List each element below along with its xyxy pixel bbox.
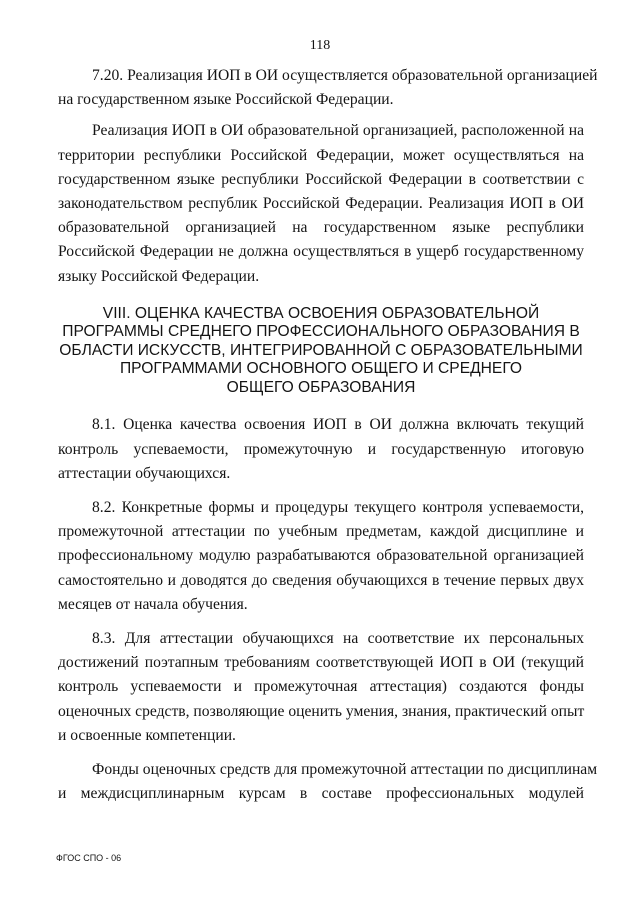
text-line: языку Российской Федерации.: [58, 267, 260, 285]
text-line: законодательством республик Российской Федерации. Реализация ИОП в ОИ: [58, 195, 584, 213]
text-line: Фонды оценочных средств для промежуточной аттестации по дисциплинам: [92, 760, 598, 778]
paragraph-language-republic: [58, 119, 584, 288]
text-line: территории республики Российской Федерации, может осуществляться на: [58, 146, 584, 164]
text-line: контроль успеваемости, промежуточную и государственную итоговую: [58, 440, 584, 458]
text-line: достижений поэтапным требованиям соответствующей ИОП в ОИ (текущий: [58, 654, 584, 672]
text-line: 7.20. Реализация ИОП в ОИ осуществляется образовательной организацией: [92, 67, 598, 84]
page-number: 118: [309, 38, 331, 53]
text-line: на государственном языке Российской Федерации.: [58, 91, 394, 109]
paragraph-assessment-funds: [58, 758, 598, 806]
text-line: контроль успеваемости и промежуточная аттестация) создаются фонды: [58, 678, 584, 696]
text-line: Реализация ИОП в ОИ образовательной организацией, расположенной на: [92, 122, 584, 140]
text-line: и междисциплинарным курсам в составе профессиональных модулей: [58, 785, 584, 803]
heading-line: ПРОГРАММАМИ ОСНОВНОГО ОБЩЕГО И СРЕДНЕГО: [119, 360, 523, 378]
text-line: месяцев от начала обучения.: [58, 595, 248, 613]
text-line: оценочных средств, позволяющие оценить умения, знания, практический опыт: [58, 702, 585, 720]
text-line: 8.2. Конкретные формы и процедуры текущего контроля успеваемости,: [92, 498, 584, 516]
text-line: 8.1. Оценка качества освоения ИОП в ОИ должна включать текущий: [92, 416, 584, 434]
paragraph-8-1: [58, 413, 584, 486]
text-line: 8.3. Для аттестации обучающихся на соответствие их персональных: [92, 629, 584, 647]
heading-line: ПРОГРАММЫ СРЕДНЕГО ПРОФЕССИОНАЛЬНОГО ОБРАЗОВАНИЯ В: [62, 323, 580, 341]
paragraph-8-3: [58, 627, 584, 748]
paragraph-8-2: [58, 496, 584, 617]
text-line: промежуточной аттестации по учебным предметам, каждой дисциплине и: [58, 523, 584, 541]
text-line: и освоенные компетенции.: [58, 726, 236, 744]
text-line: самостоятельно и доводятся до сведения обучающихся в течение первых двух: [58, 571, 584, 589]
text-line: Российской Федерации не должна осуществляться в ущерб государственному: [58, 243, 584, 261]
text-line: аттестации обучающихся.: [58, 464, 231, 482]
text-line: государственном языке республики Российской Федерации в соответствии с: [58, 170, 584, 188]
paragraph-7-20: [58, 64, 598, 112]
footer-code: ФГОС СПО - 06: [56, 853, 122, 863]
heading-line: ОБЛАСТИ ИСКУССТВ, ИНТЕГРИРОВАННОЙ С ОБРАЗОВАТЕЛЬНЫМИ: [59, 341, 583, 359]
section-heading: [58, 305, 584, 398]
text-line: профессиональному модулю разрабатываются образовательной организацией: [58, 547, 584, 565]
page-content: [58, 64, 598, 806]
text-line: образовательной организацией на государственном языке республики: [58, 219, 584, 237]
heading-line: VIII. ОЦЕНКА КАЧЕСТВА ОСВОЕНИЯ ОБРАЗОВАТЕЛЬНОЙ: [102, 304, 540, 322]
heading-line: ОБЩЕГО ОБРАЗОВАНИЯ: [226, 378, 416, 396]
